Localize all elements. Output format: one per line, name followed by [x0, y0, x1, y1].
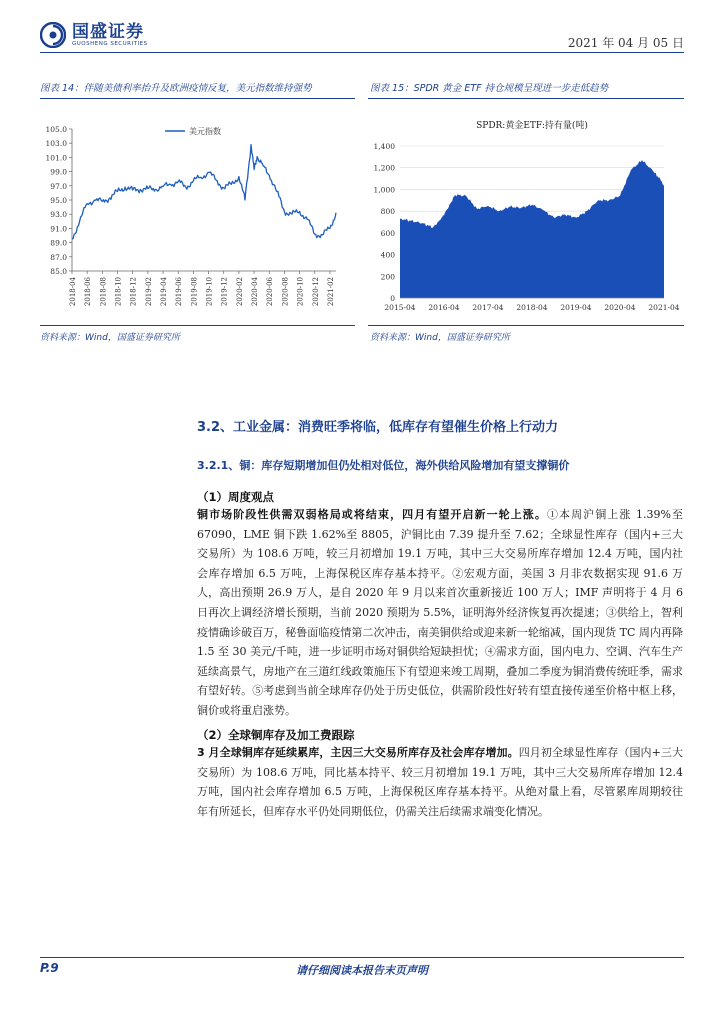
x-tick-label: 2020-02 [235, 277, 244, 307]
x-tick-label: 2020-12 [311, 277, 320, 307]
figure-15-top-rule [368, 98, 684, 99]
gold-etf-area [400, 160, 664, 298]
section-heading: 3.2、工业金属：消费旺季将临，低库存有望催生价格上行动力 [197, 420, 559, 435]
brand-name: 国盛证券 [72, 21, 144, 42]
x-tick-label: 2016-04 [428, 303, 460, 312]
guosheng-logo-icon [40, 22, 66, 48]
subsection-heading: 3.2.1、铜：库存短期增加但仍处相对低位，海外供给风险增加有望支撑铜价 [197, 459, 570, 472]
x-tick-label: 2017-04 [472, 303, 504, 312]
x-tick-label: 2018-04 [69, 277, 77, 307]
y-tick-label: 91.0 [50, 224, 67, 234]
y-tick-label: 85.0 [50, 267, 67, 276]
x-tick-label: 2019-04 [560, 303, 592, 312]
figure-14-title: 图表 14：伴随美债利率抬升及欧洲疫情反复，美元指数维持强势 [40, 83, 312, 94]
figure-14-source: 资料来源：Wind，国盛证券研究所 [40, 333, 180, 343]
spdr-gold-etf-chart [368, 112, 684, 322]
x-tick-label: 2019-10 [205, 277, 214, 307]
x-tick-label: 2015-04 [384, 303, 416, 312]
chart-title: SPDR:黄金ETF:持有量(吨) [476, 121, 588, 131]
y-tick-label: 95.0 [50, 196, 67, 205]
usd-index-line [72, 145, 336, 239]
figure-15-source: 资料来源：Wind，国盛证券研究所 [370, 333, 510, 343]
inventory-lead: 3 月全球铜库存延续累库，主因三大交易所库存及社会库存增加。 [197, 746, 519, 759]
x-tick-label: 2018-06 [84, 277, 93, 307]
x-tick-label: 2019-02 [144, 277, 153, 307]
footer-divider [40, 957, 684, 958]
figure-14-bottom-rule [40, 325, 355, 326]
x-tick-label: 2019-12 [220, 277, 229, 307]
x-tick-label: 2020-10 [296, 277, 305, 307]
x-tick-label: 2018-12 [129, 277, 138, 307]
y-tick-label: 101.0 [45, 153, 67, 163]
figure-15-bottom-rule [368, 325, 684, 326]
x-tick-label: 2021-02 [326, 277, 335, 307]
x-tick-label: 2020-04 [251, 277, 260, 307]
x-tick-label: 2021-04 [648, 303, 680, 312]
x-tick-label: 2019-06 [175, 277, 184, 307]
usd-index-chart [40, 118, 340, 323]
x-tick-label: 2019-04 [160, 277, 169, 307]
y-tick-label: 97.0 [50, 181, 67, 191]
y-tick-label: 400 [380, 250, 395, 260]
y-tick-label: 200 [380, 272, 395, 282]
x-tick-label: 2019-08 [190, 277, 199, 307]
x-tick-label: 2020-04 [604, 303, 636, 312]
y-tick-label: 800 [380, 207, 395, 217]
footer-disclaimer: 请仔细阅读本报告末页声明 [296, 964, 428, 977]
inventory-paragraph [197, 743, 683, 821]
figure-14-top-rule [40, 98, 355, 99]
weekly-view-title: （1）周度观点 [197, 490, 275, 504]
brand-name-en: GUOSHENG SECURITIES [72, 40, 148, 47]
weekly-view-lead: 铜市场阶段性供需双弱格局或将结束，四月有望开启新一轮上涨。 [197, 508, 547, 521]
legend-label: 美元指数 [189, 127, 221, 136]
report-date: 2021 年 04 月 05 日 [567, 36, 684, 50]
y-tick-label: 99.0 [50, 167, 67, 177]
y-tick-label: 1,200 [373, 163, 395, 173]
page-number: P.9 [40, 961, 59, 975]
y-tick-label: 0 [390, 294, 395, 303]
header-divider [40, 52, 684, 53]
x-tick-label: 2020-06 [266, 277, 275, 307]
y-tick-label: 1,000 [373, 185, 395, 195]
figure-15-title: 图表 15：SPDR 黄金 ETF 持仓规模呈现进一步走低趋势 [370, 83, 609, 94]
weekly-view-body: ①本周沪铜上涨 1.39%至 67090，LME 铜下跌 1.62%至 8805，沪铜比由 7.39 提升至 7.62；全球显性库存（国内+三大交易所）为 108.6 万吨，较三月初增加 19.1 万吨，其中三大交易所库存增加 12.4 万吨，国内社会库存增加 6.5 万吨，上海保税区库存基本持平。②宏观方面，美国 3 月非农数据实现 91.6 万人，高出预期 26.9 万人，是自 2020 年 9 月以来首次重新接近 100 万人；IMF 声明将于 4 月 6 日再次上调经济增长预期，当前 2020 预期为 5.5%，证明海外经济恢复再次提速；③供给上，智利疫情确诊破百万，秘鲁面临疫情第二次冲击，南美铜供给或迎来新一轮缩减，国内现货 TC 周内再降 1.5 至 30 美元/千吨，进一步证明市场对铜供给短缺担忧；④需求方面，国内电力、空调、汽车生产延续高景气，房地产在三道红线政策施压下有望迎来竣工周期，叠加二季度为铜消费传统旺季，需求有望好转。⑤考虑到当前全球库存仍处于历史低位，供需阶段性好转有望直接传递至价格中枢上移，铜价或将重启涨势。 [197, 508, 683, 717]
y-tick-label: 87.0 [50, 252, 67, 262]
x-tick-label: 2018-04 [516, 303, 548, 312]
y-tick-label: 103.0 [45, 139, 67, 149]
x-tick-label: 2018-08 [99, 277, 108, 307]
x-tick-label: 2018-10 [114, 277, 123, 307]
inventory-title: （2）全球铜库存及加工费跟踪 [197, 728, 355, 742]
y-tick-label: 89.0 [50, 238, 67, 248]
weekly-view-paragraph [197, 505, 683, 721]
brand-logo [40, 22, 148, 48]
inventory-body: 四月初全球显性库存（国内+三大交易所）为 108.6 万吨，同比基本持平、较三月初增加 19.1 万吨，其中三大交易所库存增加 12.4 万吨，国内社会库存增加 6.5 万吨，上海保税区库存基本持平。从绝对量上看，尽管累库周期较往年有所延长，但库存水平仍处同期低位，仍需关注后续需求端变化情况。 [197, 746, 684, 818]
y-tick-label: 1,400 [373, 142, 395, 151]
y-tick-label: 600 [380, 228, 395, 238]
x-tick-label: 2020-08 [281, 277, 290, 307]
y-tick-label: 93.0 [50, 210, 67, 220]
y-tick-label: 105.0 [45, 125, 67, 134]
